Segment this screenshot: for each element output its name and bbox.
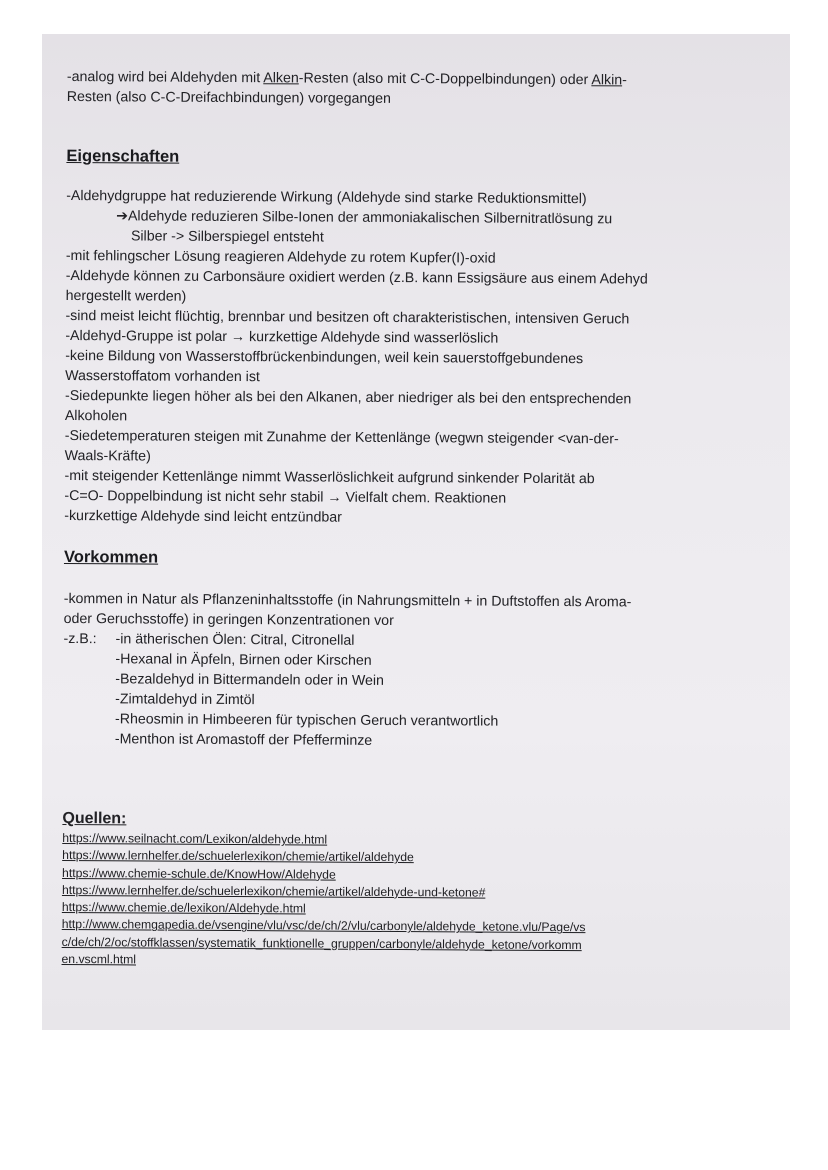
eig-line: -Siedepunkte liegen höher als bei den Alkanen, aber niedriger als bei den entsprechenden bbox=[64, 387, 632, 408]
source-link[interactable]: https://www.lernhelfer.de/schuelerlexikon/chemie/artikel/aldehyde-und-ketone# bbox=[61, 882, 486, 900]
examples-list bbox=[115, 629, 764, 753]
examples-block bbox=[63, 629, 764, 753]
heading-quellen: Quellen: bbox=[62, 809, 127, 828]
example-item: -Zimtaldehyd in Zimtöl bbox=[115, 691, 255, 709]
intro-text: -analog wird bei Aldehyden mit bbox=[66, 68, 264, 87]
eig-line: -Aldehydgruppe hat reduzierende Wirkung (Aldehyde sind starke Reduktionsmittel) bbox=[66, 187, 587, 208]
source-link[interactable]: en.vscml.html bbox=[61, 952, 137, 967]
example-item: -Menthon ist Aromastoff der Pfefferminze bbox=[114, 731, 373, 749]
source-link[interactable]: https://www.lernhelfer.de/schuelerlexikon/chemie/artikel/aldehyde bbox=[62, 848, 414, 865]
vork-line-1: -kommen in Natur als Pflanzeninhaltsstoffe (in Nahrungsmitteln + in Duftstoffen als Aroma- bbox=[63, 590, 632, 611]
intro-hyphen: - bbox=[622, 72, 627, 89]
intro-line-2: Resten (also C-C-Dreifachbindungen) vorgegangen bbox=[66, 88, 392, 107]
eig-line: Wasserstoffatom vorhanden ist bbox=[65, 367, 260, 386]
eigenschaften-list bbox=[64, 186, 766, 530]
scanned-page bbox=[42, 34, 790, 1030]
example-item: -in ätherischen Ölen: Citral, Citronellal bbox=[115, 631, 355, 649]
example-item: -Bezaldehyd in Bittermandeln oder in Wein bbox=[115, 671, 384, 689]
sources-list bbox=[61, 830, 762, 973]
example-item: -Hexanal in Äpfeln, Birnen oder Kirschen bbox=[115, 651, 372, 669]
alken-term: Alken bbox=[263, 70, 299, 87]
alkin-term: Alkin bbox=[591, 72, 623, 89]
heading-vorkommen: Vorkommen bbox=[63, 547, 159, 567]
heading-eigenschaften: Eigenschaften bbox=[66, 146, 180, 166]
example-item: -Rheosmin in Himbeeren für typischen Geruch verantwortlich bbox=[114, 711, 499, 730]
eig-line: Silber -> Silberspiegel entsteht bbox=[130, 228, 324, 246]
eig-line: Alkoholen bbox=[64, 407, 128, 425]
eig-line: -Aldehyde können zu Carbonsäure oxidiert werden (z.B. kann Essigsäure aus einem Adehyd bbox=[65, 267, 648, 288]
source-link[interactable]: https://www.chemie-schule.de/KnowHow/Aldehyde bbox=[62, 865, 336, 882]
source-link[interactable]: https://www.seilnacht.com/Lexikon/aldehyde.html bbox=[62, 830, 328, 847]
eig-line: -C=O- Doppelbindung ist nicht sehr stabil → Vielfalt chem. Reaktionen bbox=[64, 487, 507, 507]
eig-line: Waals-Kräfte) bbox=[64, 447, 151, 465]
eig-line: hergestellt werden) bbox=[65, 287, 187, 305]
eig-line: -Aldehyd-Gruppe ist polar → kurzkettige Aldehyde sind wasserlöslich bbox=[65, 327, 499, 347]
vork-line-2: oder Geruchsstoffe) in geringen Konzentrationen vor bbox=[63, 610, 394, 630]
page-content bbox=[61, 67, 766, 973]
eig-line: -mit steigender Kettenlänge nimmt Wasserlöslichkeit aufgrund sinkender Polarität ab bbox=[64, 467, 595, 488]
intro-text-mid: -Resten (also mit C-C-Doppelbindungen) oder bbox=[298, 70, 592, 89]
eig-line: -mit fehlingscher Lösung reagieren Aldehyde zu rotem Kupfer(I)-oxid bbox=[65, 247, 496, 267]
source-link[interactable]: https://www.chemie.de/lexikon/Aldehyde.html bbox=[61, 900, 306, 916]
eig-line: ➔Aldehyde reduzieren Silbe-Ionen der ammoniakalischen Silbernitratlösung zu bbox=[116, 208, 613, 228]
eig-line: -Siedetemperaturen steigen mit Zunahme der Kettenlänge (wegwn steigender <van-der- bbox=[64, 427, 619, 448]
eig-line: -keine Bildung von Wasserstoffbrückenbindungen, weil kein sauerstoffgebundenes bbox=[65, 347, 584, 368]
source-link[interactable]: c/de/ch/2/oc/stoffklassen/systematik_funktionelle_gruppen/carbonyle/aldehyde_ketone/vorkomm bbox=[61, 934, 582, 952]
eig-line: -kurzkettige Aldehyde sind leicht entzündbar bbox=[64, 507, 342, 526]
source-link[interactable]: http://www.chemgapedia.de/vsengine/vlu/vsc/de/ch/2/vlu/carbonyle/aldehyde_ketone.vlu/Page/vs bbox=[61, 917, 586, 935]
vorkommen-block bbox=[63, 589, 764, 753]
zb-label: -z.B.: bbox=[63, 630, 97, 648]
eig-line: -sind meist leicht flüchtig, brennbar und besitzen oft charakteristischen, intensiven Geruch bbox=[65, 307, 630, 328]
